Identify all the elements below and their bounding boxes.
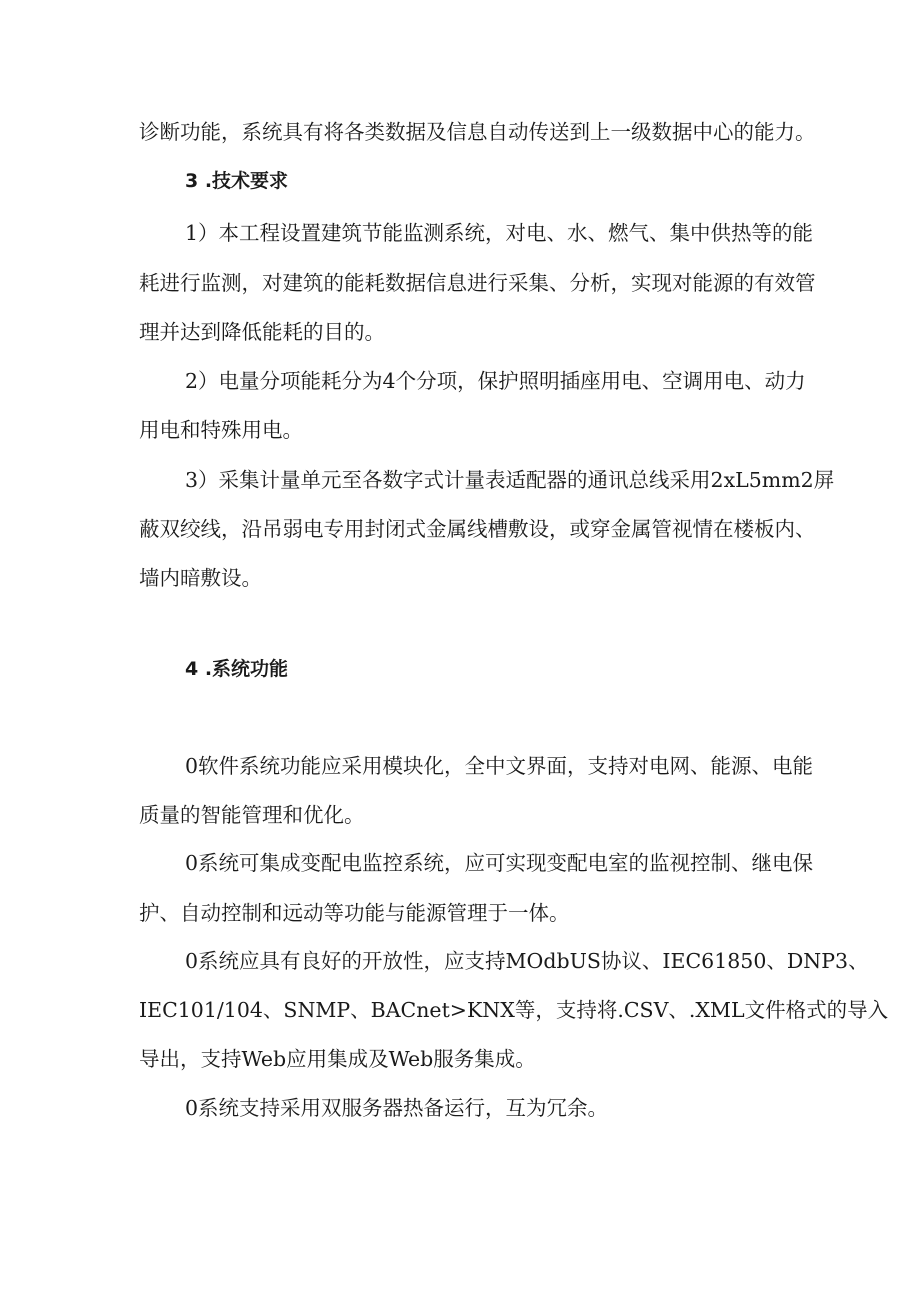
section-4-heading: 4 .系统功能 [185, 658, 289, 680]
section-3-heading: 3 .技术要求 [185, 170, 289, 192]
s3-item2-line-2: 用电和特殊用电。 [139, 418, 303, 442]
s4-item1-line-1: 0软件系统功能应采用模块化，全中文界面，支持对电网、能源、电能 [185, 754, 814, 778]
s3-item3-line-2: 蔽双绞线，沿吊弱电专用封闭式金属线槽敷设，或穿金属管视情在楼板内、 [139, 517, 816, 541]
s4-item2-line-1: 0系统可集成变配电监控系统，应可实现变配电室的监视控制、继电保 [185, 851, 814, 875]
s4-item4-line-1: 0系统支持采用双服务器热备运行，互为冗余。 [185, 1096, 609, 1120]
s3-item1-line-3: 理并达到降低能耗的目的。 [139, 320, 385, 344]
s4-item2-line-2: 护、自动控制和远动等功能与能源管理于一体。 [139, 901, 570, 925]
s3-item1-line-1: 1）本工程设置建筑节能监测系统，对电、水、燃气、集中供热等的能 [185, 221, 814, 245]
s4-item1-line-2: 质量的智能管理和优化。 [139, 803, 365, 827]
s3-item3-line-3: 墙内暗敷设。 [139, 566, 262, 590]
s4-item3-line-3: 导出，支持Web应用集成及Web服务集成。 [139, 1047, 536, 1071]
s3-item2-line-1: 2）电量分项能耗分为4个分项，保护照明插座用电、空调用电、动力 [185, 369, 806, 393]
s3-item1-line-2: 耗进行监测，对建筑的能耗数据信息进行采集、分析，实现对能源的有效管 [139, 271, 816, 295]
s4-item3-line-2: IEC101/104、SNMP、BACnet>KNX等，支持将.CSV、.XML文件格式的导入 [139, 998, 889, 1022]
s4-item3-line-1: 0系统应具有良好的开放性，应支持MOdbUS协议、IEC61850、DNP3、 [185, 949, 869, 973]
s3-item3-line-1: 3）采集计量单元至各数字式计量表适配器的通讯总线采用2xL5mm2屏 [185, 468, 835, 492]
intro-line-1: 诊断功能，系统具有将各类数据及信息自动传送到上一级数据中心的能力。 [139, 120, 816, 144]
